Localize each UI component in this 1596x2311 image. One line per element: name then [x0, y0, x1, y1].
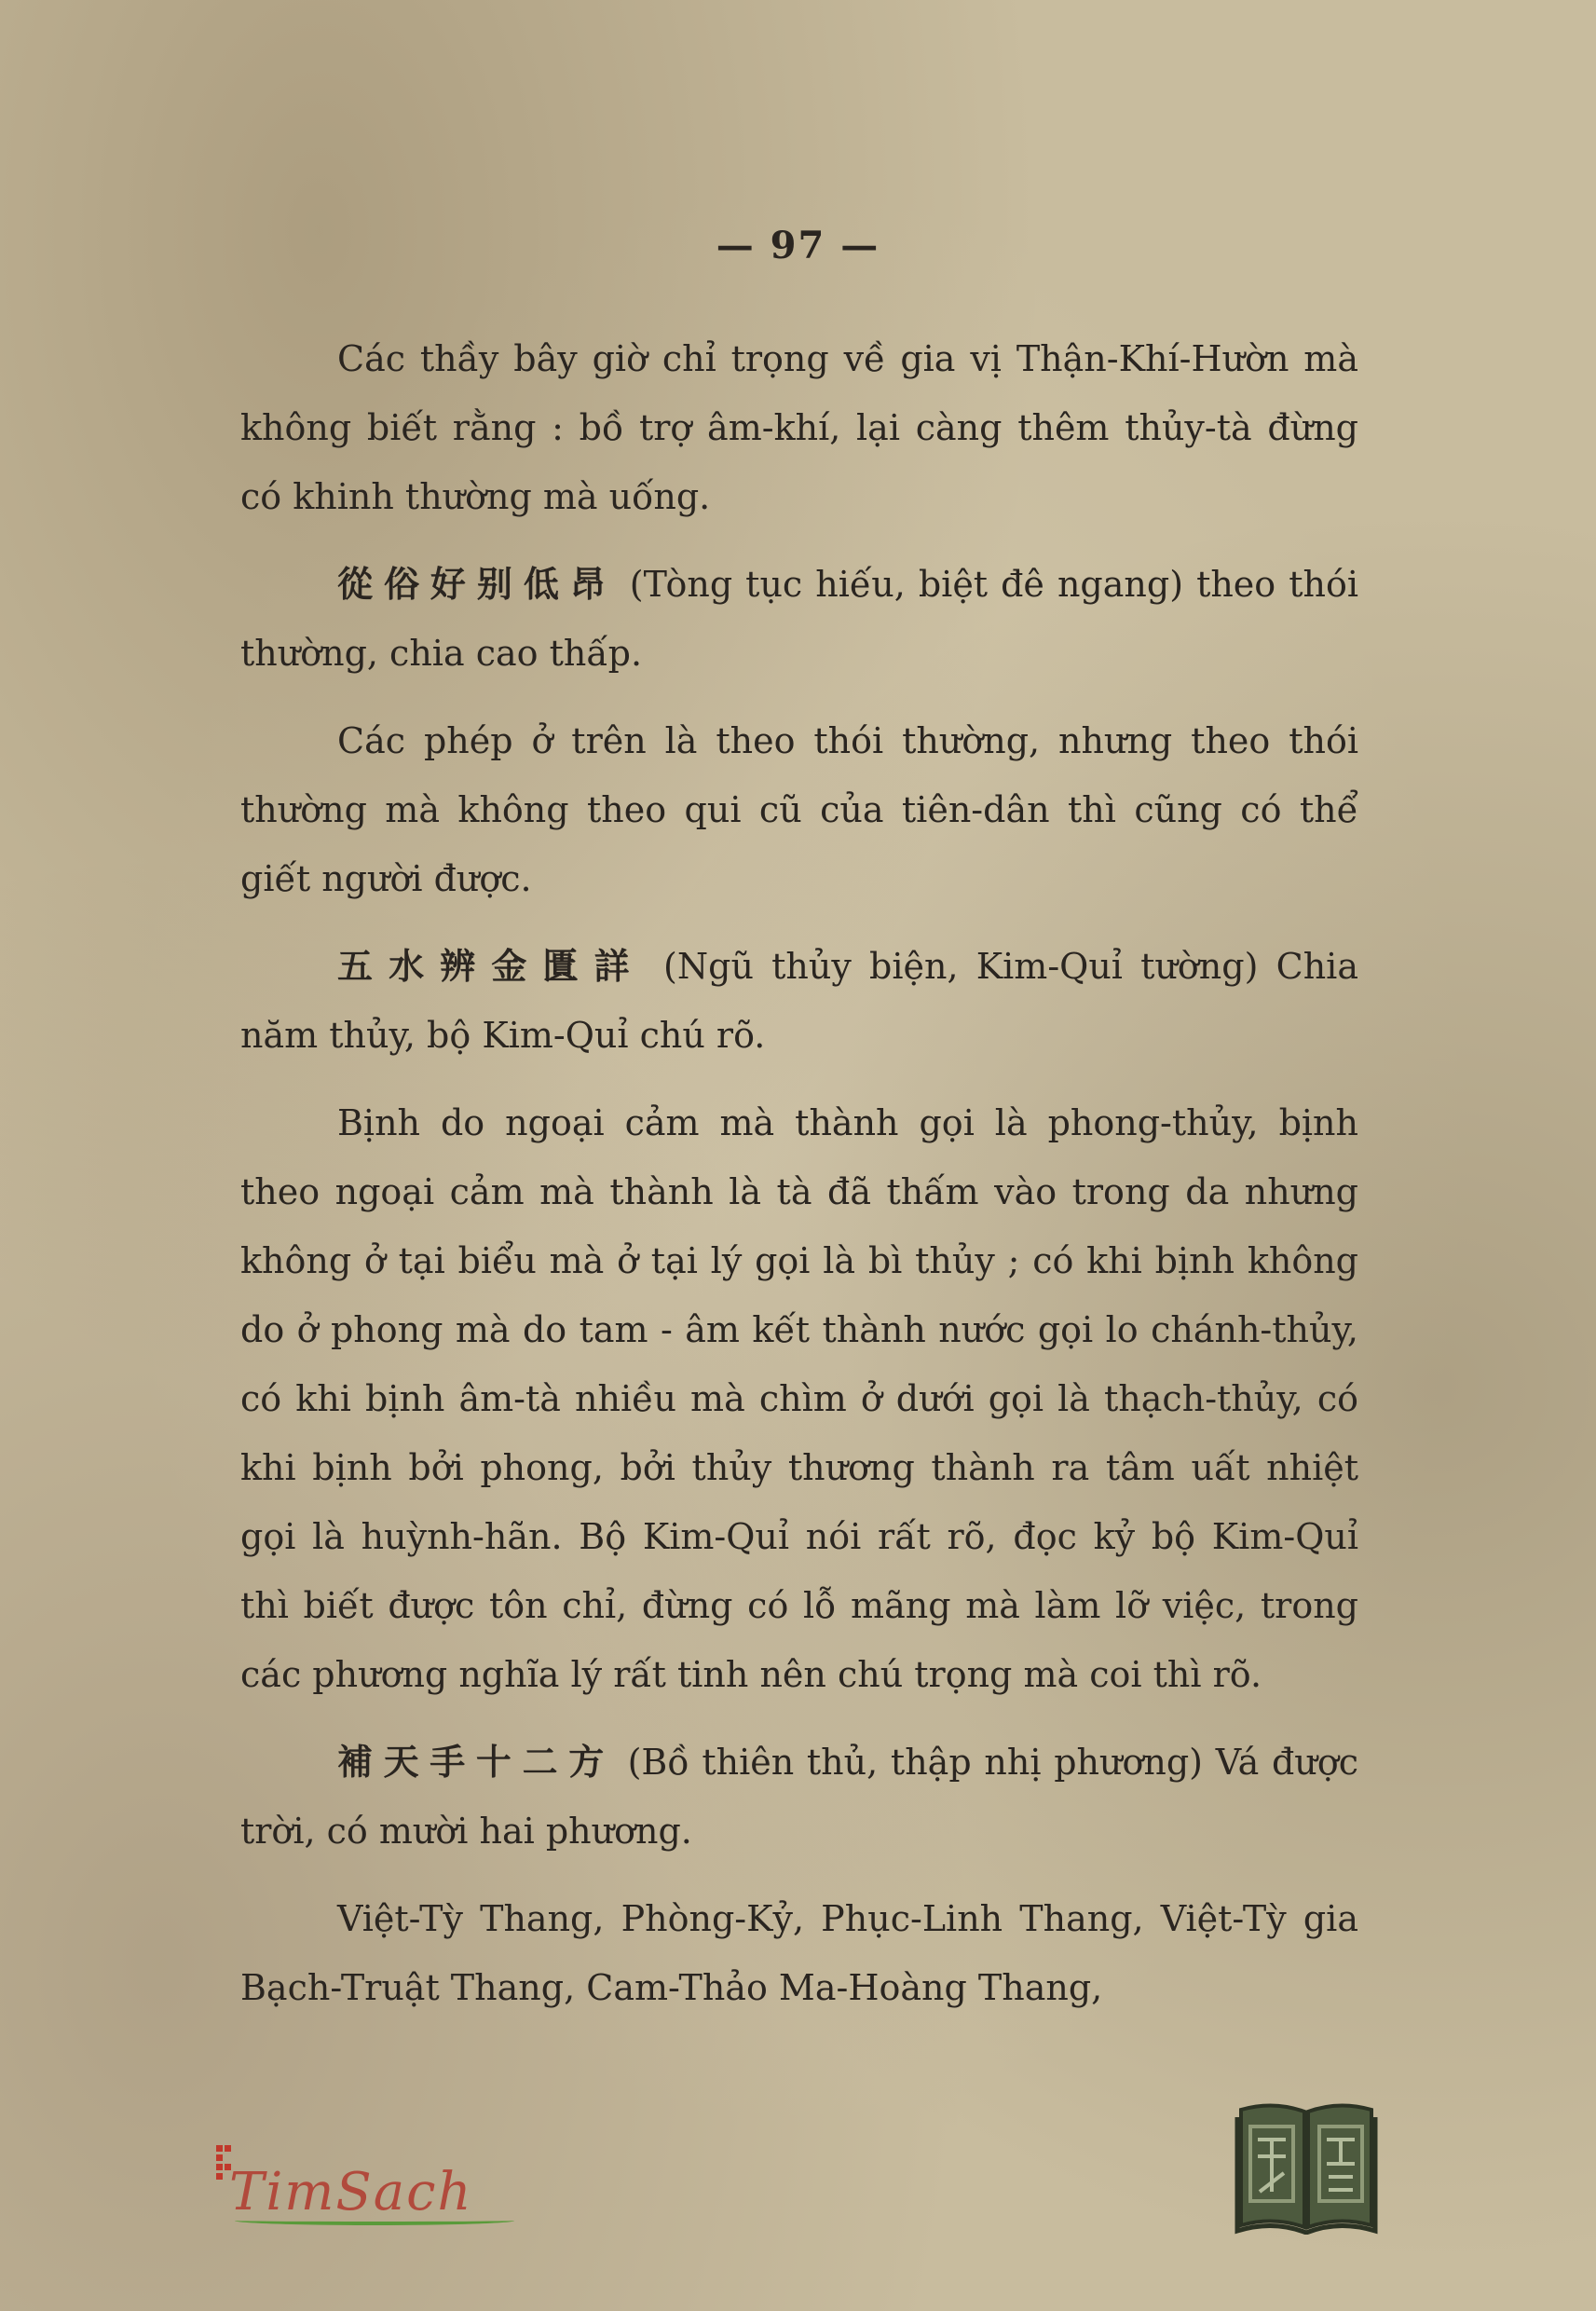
paragraph-4-text: (Ngũ thủy biện, Kim-Quỉ tường) Chia năm thủy, bộ Kim-Quỉ chú rõ.	[240, 946, 1358, 1056]
paragraph-2-text: (Tòng tục hiếu, biệt đê ngang) theo thói thường, chia cao thấp.	[240, 564, 1358, 674]
paragraph-2	[240, 550, 1358, 688]
timsach-logo	[216, 2143, 514, 2236]
paragraph-5: Bịnh do ngoại cảm mà thành gọi là phong-thủy, bịnh theo ngoại cảm mà thành là tà đã thấm vào trong da nhưng không ở tại biểu mà ở tại lý gọi là bì thủy ; có khi bịnh không do ở phong mà do tam - âm kết thành nước gọi lo chánh-thủy, có khi bịnh âm-tà nhiều mà chìm ở dưới gọi là thạch-thủy, có khi bịnh bởi phong, bởi thủy thương thành ra tâm uất nhiệt gọi là huỳnh-hãn. Bộ Kim-Quỉ nói rất rõ, đọc kỷ bộ Kim-Quỉ thì biết được tôn chỉ, đừng có lỗ mãng mà làm lỡ việc, trong các phương nghĩa lý rất tinh nên chú trọng mà coi thì rõ.	[240, 1102, 1358, 1695]
han-heading-2: 五水辨金匱詳	[337, 945, 646, 987]
page-number: — 97 —	[716, 224, 880, 267]
logo-swoosh-icon	[235, 2216, 514, 2225]
paragraph-1: Các thầy bây giờ chỉ trọng về gia vị Thận-Khí-Hườn mà không biết rằng : bồ trợ âm-khí, lại càng thêm thủy-tà đừng có khinh thường mà uống.	[240, 338, 1358, 517]
paragraph-7: Việt-Tỳ Thang, Phòng-Kỷ, Phục-Linh Thang, Việt-Tỳ gia Bạch-Truật Thang, Cam-Thảo Ma-Hoàng Thang,	[240, 1898, 1358, 2008]
logo-text: TimSach	[229, 2162, 473, 2222]
paragraph-3: Các phép ở trên là theo thói thường, nhưng theo thói thường mà không theo qui cũ của tiên-dân thì cũng có thể giết người được.	[240, 720, 1358, 899]
book-seal-icon	[1232, 2099, 1381, 2235]
han-heading-3: 補天手十二方	[337, 1741, 615, 1783]
document-body	[240, 324, 1358, 2041]
paragraph-4	[240, 932, 1358, 1070]
paragraph-6	[240, 1728, 1358, 1866]
han-heading-1: 從俗好别低昂	[337, 563, 617, 605]
paragraph-6-text: (Bồ thiên thủ, thập nhị phương) Vá được trời, có mười hai phương.	[240, 1742, 1358, 1852]
